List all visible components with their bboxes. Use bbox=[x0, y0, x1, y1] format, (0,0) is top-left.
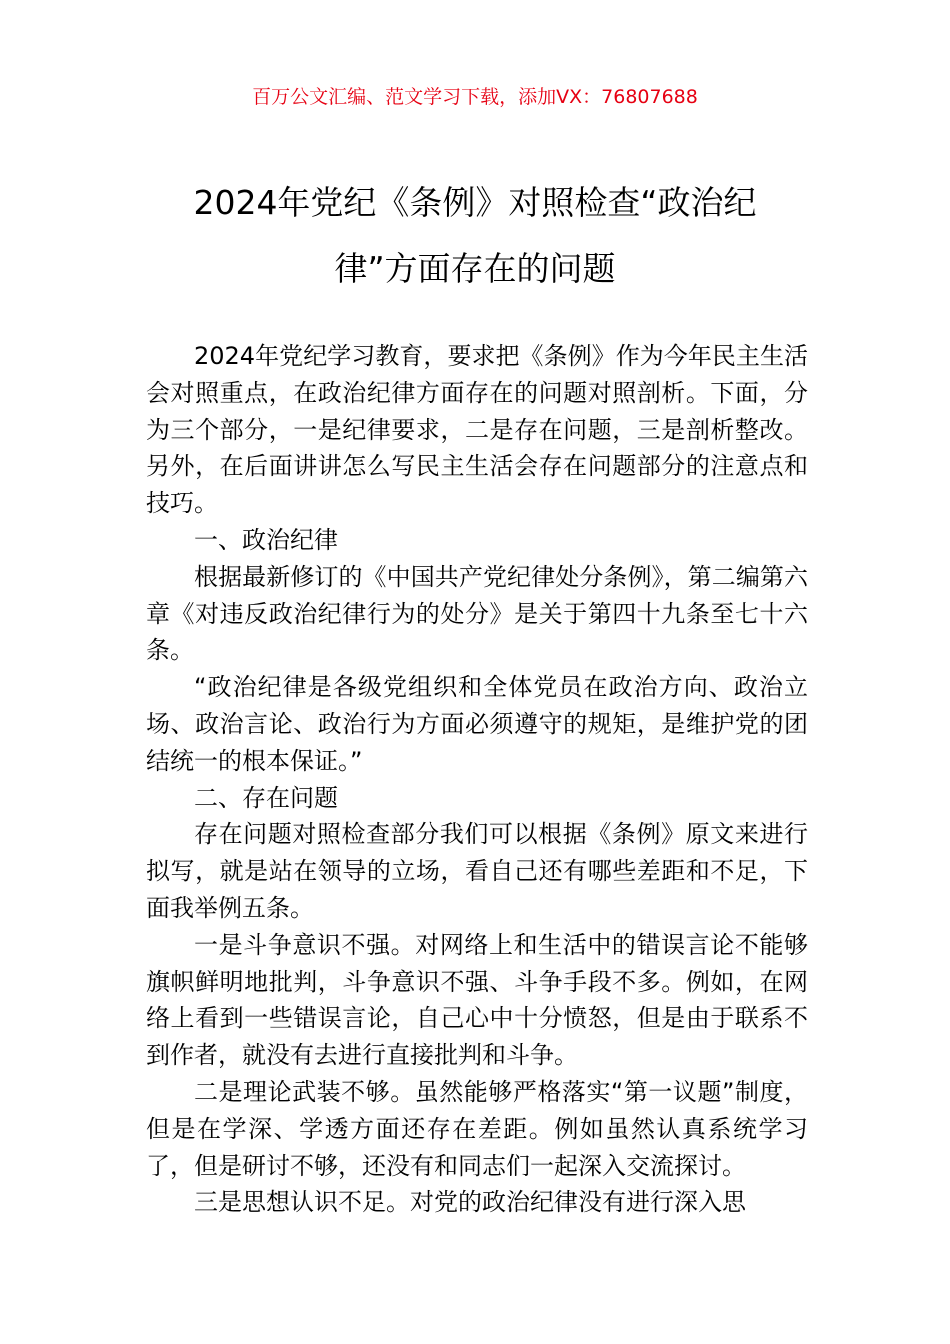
header-watermark-note: 百万公文汇编、范文学习下载，添加VX：76807688 bbox=[252, 86, 698, 108]
paragraph-problem-1: 一是斗争意识不强。对网络上和生活中的错误言论不能够旗帜鲜明地批判，斗争意识不强、斗争手段不多。例如，在网络上看到一些错误言论，自己心中十分愤怒，但是由于联系不到作者，就没有去进行直接批判和斗争。 bbox=[146, 930, 808, 1070]
paragraph-definition-quote: “政治纪律是各级党组织和全体党员在政治方向、政治立场、政治言论、政治行为方面必须遵守的规矩，是维护党的团结统一的根本保证。” bbox=[146, 673, 808, 775]
paragraph-problems-intro: 存在问题对照检查部分我们可以根据《条例》原文来进行拟写，就是站在领导的立场，看自己还有哪些差距和不足，下面我举例五条。 bbox=[146, 820, 808, 922]
section-heading-existing-problems: 二、存在问题 bbox=[194, 783, 338, 812]
paragraph-problem-2: 二是理论武装不够。虽然能够严格落实“第一议题”制度，但是在学深、学透方面还存在差距。例如虽然认真系统学习了，但是研讨不够，还没有和同志们一起深入交流探讨。 bbox=[146, 1077, 808, 1180]
paragraph-regulation-reference: 根据最新修订的《中国共产党纪律处分条例》，第二编第六章《对违反政治纪律行为的处分》是关于第四十九条至七十六条。 bbox=[146, 562, 808, 665]
document-title bbox=[110, 170, 840, 302]
paragraph-intro: 2024年党纪学习教育，要求把《条例》作为今年民主生活会对照重点，在政治纪律方面存在的问题对照剖析。下面，分为三个部分，一是纪律要求，二是存在问题，三是剖析整改。另外，在后面讲讲怎么写民主生活会存在问题部分的注意点和技巧。 bbox=[146, 342, 808, 518]
title-line-2: 律”方面存在的问题 bbox=[334, 249, 616, 288]
paragraph-problem-3: 三是思想认识不足。对党的政治纪律没有进行深入思 bbox=[194, 1188, 746, 1217]
title-line-1: 2024年党纪《条例》对照检查“政治纪 bbox=[193, 183, 757, 222]
section-heading-political-discipline: 一、政治纪律 bbox=[194, 525, 338, 554]
document-body bbox=[146, 338, 808, 1221]
